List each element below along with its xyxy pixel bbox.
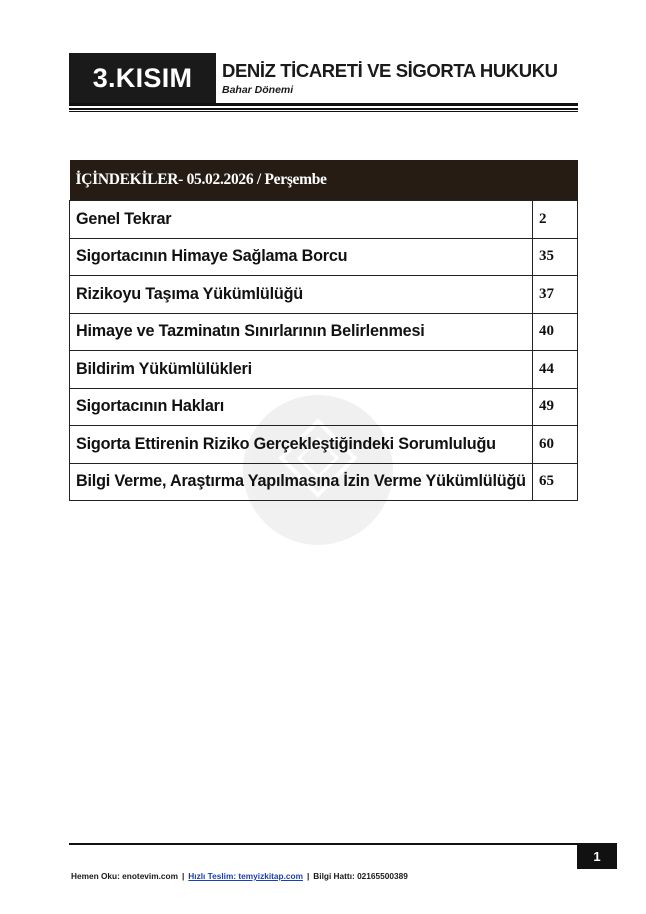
toc-heading: İÇİNDEKİLER- 05.02.2026 / Perşembe [70, 160, 578, 201]
toc-row[interactable] [70, 463, 578, 501]
toc-entry-page: 60 [533, 426, 578, 464]
document-title: DENİZ TİCARETİ VE SİGORTA HUKUKU [222, 60, 558, 81]
table-of-contents [69, 160, 578, 501]
header-rule-mid [69, 108, 578, 110]
toc-entry-title[interactable]: Himaye ve Tazminatın Sınırlarının Belirlenmesi [70, 313, 533, 351]
footer-read-now[interactable]: Hemen Oku: enotevim.com [71, 871, 178, 881]
toc-row[interactable] [70, 351, 578, 389]
section-label: 3.KISIM [69, 53, 216, 103]
header-rule-thick [69, 103, 578, 106]
toc-entry-title[interactable]: Rizikoyu Taşıma Yükümlülüğü [70, 276, 533, 314]
page-number: 1 [577, 843, 617, 869]
footer-separator: | [181, 871, 185, 881]
toc-entry-page: 2 [533, 201, 578, 239]
toc-entry-page: 65 [533, 463, 578, 501]
toc-entry-page: 44 [533, 351, 578, 389]
toc-entry-title[interactable]: Bildirim Yükümlülükleri [70, 351, 533, 389]
toc-row[interactable] [70, 276, 578, 314]
footer-rule [69, 843, 578, 845]
footer-fast-delivery-link[interactable]: Hızlı Teslim: temyizkitap.com [188, 871, 303, 881]
toc-entry-page: 40 [533, 313, 578, 351]
toc-entry-page: 37 [533, 276, 578, 314]
toc-row[interactable] [70, 426, 578, 464]
toc-entry-title[interactable]: Genel Tekrar [70, 201, 533, 239]
toc-entry-title[interactable]: Sigortacının Himaye Sağlama Borcu [70, 238, 533, 276]
toc-row[interactable] [70, 313, 578, 351]
document-subtitle: Bahar Dönemi [222, 84, 294, 96]
toc-row[interactable] [70, 238, 578, 276]
toc-row[interactable] [70, 388, 578, 426]
toc-entry-page: 35 [533, 238, 578, 276]
footer-hotline: Bilgi Hattı: 02165500389 [313, 871, 408, 881]
toc-entry-title[interactable]: Bilgi Verme, Araştırma Yapılmasına İzin Verme Yükümlülüğü [70, 463, 533, 501]
footer-separator: | [306, 871, 310, 881]
toc-entry-page: 49 [533, 388, 578, 426]
toc-entry-title[interactable]: Sigorta Ettirenin Riziko Gerçekleştiğindeki Sorumluluğu [70, 426, 533, 464]
header-rule-thin [69, 111, 578, 112]
footer-info [71, 871, 408, 881]
toc-row[interactable] [70, 201, 578, 239]
toc-entry-title[interactable]: Sigortacının Hakları [70, 388, 533, 426]
